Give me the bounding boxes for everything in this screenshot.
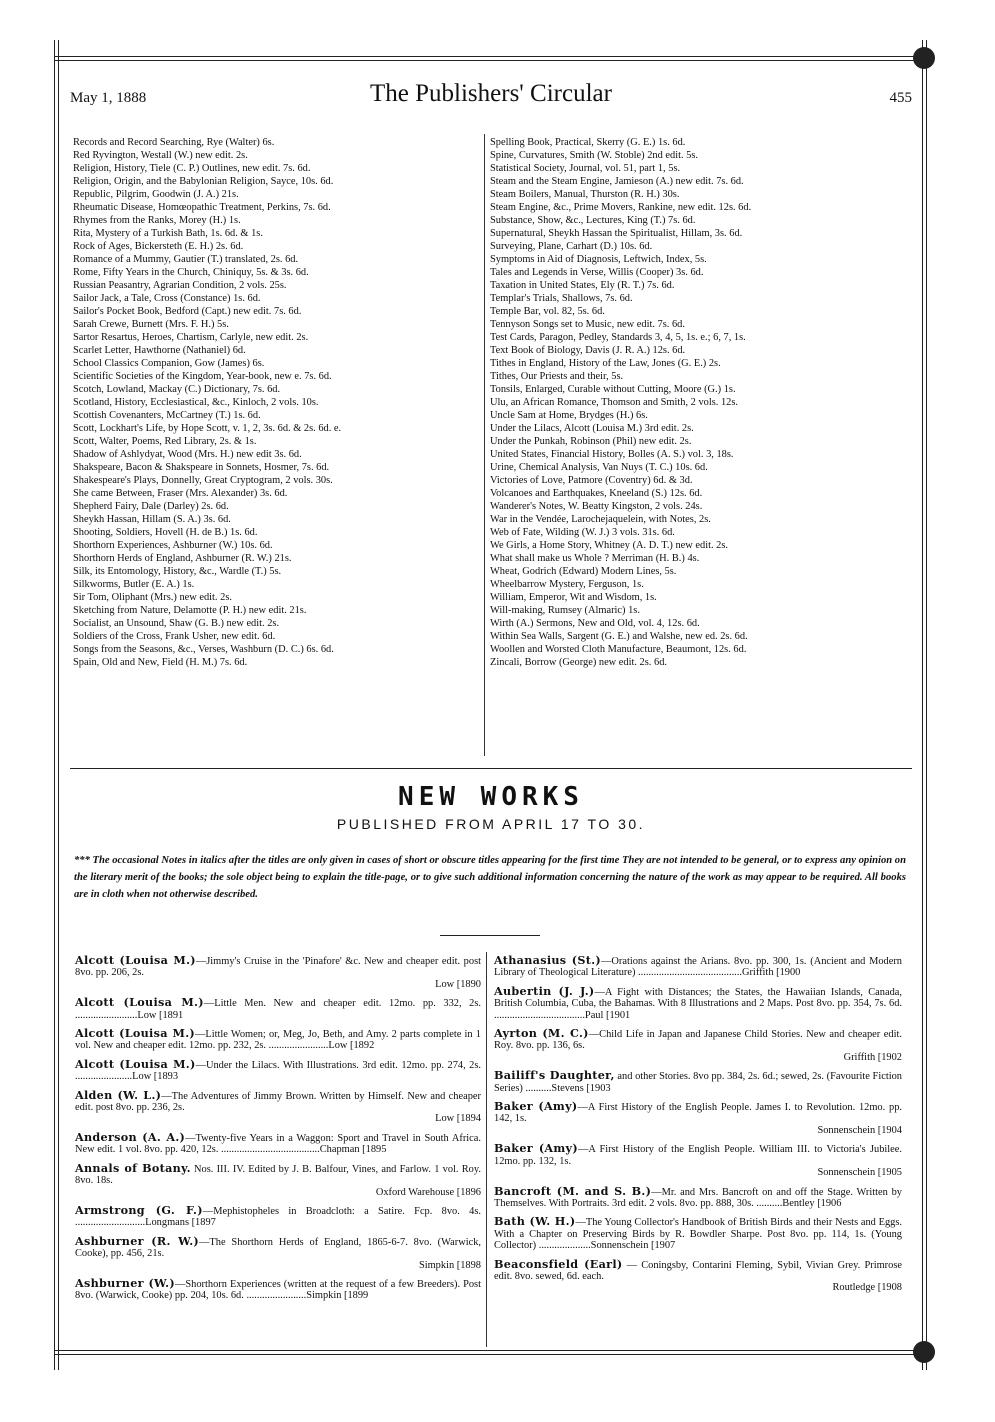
work-author: Beaconsfield (Earl) bbox=[494, 1256, 623, 1271]
work-entry bbox=[75, 1129, 481, 1156]
frame-rule-bottom bbox=[54, 1350, 928, 1351]
work-author: Ashburner (W.) bbox=[75, 1275, 175, 1290]
index-entry: Shorthorn Herds of England, Ashburner (R. W.) 21s. bbox=[73, 553, 292, 564]
work-author: Aubertin (J. J.) bbox=[494, 983, 595, 998]
work-entry bbox=[494, 1256, 902, 1294]
index-entry: She came Between, Fraser (Mrs. Alexander) 3s. 6d. bbox=[73, 488, 288, 499]
subject-index-left-column bbox=[73, 136, 481, 669]
work-author: Alcott (Louisa M.) bbox=[75, 1026, 195, 1041]
index-entry: Scotch, Lowland, Mackay (C.) Dictionary, 7s. 6d. bbox=[73, 384, 281, 395]
work-author: Alcott (Louisa M.) bbox=[75, 1056, 196, 1071]
index-entry: Shooting, Soldiers, Hovell (H. de B.) 1s. 6d. bbox=[73, 527, 258, 538]
work-entry bbox=[75, 1202, 481, 1229]
work-entry bbox=[494, 1143, 902, 1178]
work-description: and other Stories. 8vo pp. 384, 2s. 6d.; sewed, 2s. (Favourite Fiction Series) ..........Stevens [1903 bbox=[494, 1071, 902, 1094]
work-description: —Little Men. New and cheaper edit. 12mo. pp. 332, 2s. ........................Low [1891 bbox=[75, 998, 481, 1021]
work-description: — Coningsby, Contarini Fleming, Sybil, Vivian Grey. Primrose edit. 8vo. sewed, 6d. each. bbox=[494, 1259, 902, 1282]
work-author: Ashburner (R. W.) bbox=[75, 1233, 200, 1248]
index-entry: William, Emperor, Wit and Wisdom, 1s. bbox=[490, 592, 657, 603]
page-number: 455 bbox=[889, 90, 912, 106]
index-entry: Under the Lilacs, Alcott (Louisa M.) 3rd edit. 2s. bbox=[490, 423, 694, 434]
index-entry: Within Sea Walls, Sargent (G. E.) and Walshe, new ed. 2s. 6d. bbox=[490, 631, 748, 642]
index-entry: Scientific Societies of the Kingdom, Year-book, new e. 7s. 6d. bbox=[73, 371, 332, 382]
index-entry: Taxation in United States, Ely (R. T.) 7s. 6d. bbox=[490, 280, 675, 291]
index-entry: Tonsils, Enlarged, Curable without Cutting, Moore (G.) 1s. bbox=[490, 384, 736, 395]
work-description: —Jimmy's Cruise in the 'Pinafore' &c. New and cheaper edit. post 8vo. pp. 206, 2s. bbox=[75, 956, 481, 979]
work-description: —Orations against the Arians. 8vo. pp. 300, 1s. (Ancient and Modern Library of Theological Literature) ........................................Griffith [1900 bbox=[494, 956, 902, 979]
index-entry: Rita, Mystery of a Turkish Bath, 1s. 6d. & 1s. bbox=[73, 228, 263, 239]
work-entry bbox=[75, 955, 481, 990]
index-entry: Songs from the Seasons, &c., Verses, Washburn (D. C.) 6s. 6d. bbox=[73, 644, 334, 655]
index-entry: Romance of a Mummy, Gautier (T.) translated, 2s. 6d. bbox=[73, 254, 299, 265]
index-entry: Scott, Lockhart's Life, by Hope Scott, v. 1, 2, 3s. 6d. & 2s. 6d. e. bbox=[73, 423, 342, 434]
index-entry: Victories of Love, Patmore (Coventry) 6d. & 3d. bbox=[490, 475, 693, 486]
work-description: —The Shorthorn Herds of England, 1865-6-7. 8vo. (Warwick, Cooke), pp. 456, 21s. bbox=[75, 1236, 481, 1260]
index-entry: Religion, History, Tiele (C. P.) Outlines, new edit. 7s. 6d. bbox=[73, 163, 311, 174]
work-publisher: Griffith [1902 bbox=[843, 1051, 902, 1063]
index-entry: Supernatural, Sheykh Hassan the Spiritualist, Hillam, 3s. 6d. bbox=[490, 228, 743, 239]
index-entry: Tithes, Our Priests and their, 5s. bbox=[490, 371, 624, 382]
work-publisher: Sonnenschein [1905 bbox=[817, 1167, 902, 1179]
index-entry: Socialist, an Unsound, Shaw (G. B.) new edit. 2s. bbox=[73, 618, 280, 629]
index-entry: Symptoms in Aid of Diagnosis, Leftwich, Index, 5s. bbox=[490, 254, 707, 265]
new-works-right-column bbox=[494, 955, 902, 1301]
work-description: —A First History of the English People. James I. to Revolution. 12mo. pp. 142, 1s. bbox=[494, 1102, 902, 1125]
column-divider bbox=[486, 952, 487, 1347]
work-author: Alcott (Louisa M.) bbox=[75, 953, 196, 967]
index-entry: Rhymes from the Ranks, Morey (H.) 1s. bbox=[73, 215, 241, 226]
work-entry bbox=[75, 997, 481, 1021]
index-entry: Sartor Resartus, Heroes, Chartism, Carlyle, new edit. 2s. bbox=[73, 332, 309, 343]
work-description: Nos. III. IV. Edited by J. B. Balfour, Vines, and Farlow. 1 vol. Roy. 8vo. 18s. bbox=[75, 1163, 481, 1187]
index-entry: Will-making, Rumsey (Almaric) 1s. bbox=[490, 605, 640, 616]
work-author: Bath (W. H.) bbox=[494, 1214, 576, 1229]
work-description: —The Young Collector's Handbook of British Birds and their Nests and Eggs. With a Chapter on Preserving Birds by R. Bowdler Sharpe. Post 8vo. pp. 114, 1s. (Young Collector) ....................Sonnenschein [1907 bbox=[494, 1217, 902, 1252]
work-publisher: Simpkin [1898 bbox=[418, 1259, 481, 1271]
index-entry: Uncle Sam at Home, Brydges (H.) 6s. bbox=[490, 410, 648, 421]
work-author: Bancroft (M. and S. B.) bbox=[494, 1183, 652, 1198]
index-entry: Rome, Fifty Years in the Church, Chiniquy, 5s. & 3s. 6d. bbox=[73, 267, 309, 278]
index-entry: Urine, Chemical Analysis, Van Nuys (T. C.) 10s. 6d. bbox=[490, 462, 708, 473]
index-entry: Soldiers of the Cross, Frank Usher, new edit. 6d. bbox=[73, 631, 276, 642]
index-entry: Substance, Show, &c., Lectures, King (T.) 7s. 6d. bbox=[490, 215, 696, 226]
index-entry: Text Book of Biology, Davis (J. R. A.) 12s. 6d. bbox=[490, 345, 686, 356]
work-publisher: Oxford Warehouse [1896 bbox=[375, 1186, 481, 1198]
index-entry: Scarlet Letter, Hawthorne (Nathaniel) 6d. bbox=[73, 345, 246, 356]
index-entry: Tennyson Songs set to Music, new edit. 7s. 6d. bbox=[490, 319, 685, 330]
index-entry: Temple Bar, vol. 82, 5s. 6d. bbox=[490, 306, 605, 317]
work-description: —Under the Lilacs. With Illustrations. 3rd edit. 12mo. pp. 274, 2s. ......................Low [1893 bbox=[75, 1059, 481, 1083]
index-entry: Shakspeare, Bacon & Shakspeare in Sonnets, Hosmer, 7s. 6d. bbox=[73, 462, 330, 473]
index-entry: Sir Tom, Oliphant (Mrs.) new edit. 2s. bbox=[73, 592, 232, 603]
index-entry: War in the Vendée, Larochejaquelein, with Notes, 2s. bbox=[490, 514, 711, 525]
work-entry bbox=[494, 1101, 902, 1136]
index-entry: Rock of Ages, Bickersteth (E. H.) 2s. 6d. bbox=[73, 241, 244, 252]
work-author: Annals of Botany. bbox=[75, 1160, 191, 1175]
work-description: —Child Life in Japan and Japanese Child Stories. New and cheaper edit. Roy. 8vo. pp. 136, 6s. bbox=[494, 1029, 902, 1052]
work-entry bbox=[494, 1070, 902, 1094]
work-description: —The Adventures of Jimmy Brown. Written by Himself. New and cheaper edit. post 8vo. pp. 236, 2s. bbox=[75, 1090, 481, 1114]
work-entry bbox=[494, 983, 902, 1021]
index-entry: Statistical Society, Journal, vol. 51, part 1, 5s. bbox=[490, 163, 681, 174]
index-entry: Tales and Legends in Verse, Willis (Cooper) 3s. 6d. bbox=[490, 267, 704, 278]
index-entry: Steam Boilers, Manual, Thurston (R. H.) 30s. bbox=[490, 189, 680, 200]
work-author: Baker (Amy) bbox=[494, 1099, 578, 1114]
frame-rule-right-inner bbox=[926, 40, 927, 1370]
index-entry: Spain, Old and New, Field (H. M.) 7s. 6d. bbox=[73, 657, 248, 668]
frame-rule-bottom-inner bbox=[54, 1354, 928, 1355]
index-entry: Red Ryvington, Westall (W.) new edit. 2s. bbox=[73, 150, 248, 161]
index-entry: Silk, its Entomology, History, &c., Wardle (T.) 5s. bbox=[73, 566, 282, 577]
index-entry: Republic, Pilgrim, Goodwin (J. A.) 21s. bbox=[73, 189, 239, 200]
index-entry: Records and Record Searching, Rye (Walter) 6s. bbox=[73, 137, 275, 148]
index-entry: Web of Fate, Wilding (W. J.) 3 vols. 31s. 6d. bbox=[490, 527, 675, 538]
index-entry: School Classics Companion, Gow (James) 6s. bbox=[73, 358, 265, 369]
index-entry: Silkworms, Butler (E. A.) 1s. bbox=[73, 579, 195, 590]
index-entry: Scotland, History, Ecclesiastical, &c., Kinloch, 2 vols. 10s. bbox=[73, 397, 319, 408]
work-description: —Shorthorn Experiences (written at the request of a few Breeders). Post 8vo. (Warwick, Cooke) pp. 204, 10s. 6d. .......................Simpkin [1899 bbox=[75, 1278, 481, 1302]
work-entry bbox=[75, 1275, 481, 1302]
work-entry bbox=[75, 1087, 481, 1125]
index-entry: Sailor's Pocket Book, Bedford (Capt.) new edit. 7s. 6d. bbox=[73, 306, 302, 317]
work-author: Anderson (A. A.) bbox=[75, 1129, 186, 1144]
frame-rule-left-inner bbox=[58, 40, 59, 1370]
index-entry: Surveying, Plane, Carhart (D.) 10s. 6d. bbox=[490, 241, 653, 252]
index-entry: Wheat, Godrich (Edward) Modern Lines, 5s. bbox=[490, 566, 677, 577]
work-entry bbox=[494, 1216, 902, 1251]
frame-rule-top-inner bbox=[54, 60, 928, 61]
index-entry: Steam Engine, &c., Prime Movers, Rankine, new edit. 12s. 6d. bbox=[490, 202, 752, 213]
work-description: —A Fight with Distances; the States, the Hawaiian Islands, Canada, British Columbia, Cuba, the Bahamas. With 8 Illustrations and 2 Maps. Post 8vo. pp. 354, 7s. 6d. ...................................Paul [1901 bbox=[494, 986, 902, 1021]
work-author: Ayrton (M. C.) bbox=[494, 1026, 589, 1041]
index-entry: United States, Financial History, Bolles (A. S.) vol. 3, 18s. bbox=[490, 449, 734, 460]
index-entry: Volcanoes and Earthquakes, Kneeland (S.) 12s. 6d. bbox=[490, 488, 703, 499]
index-entry: Rheumatic Disease, Homœopathic Treatment, Perkins, 7s. 6d. bbox=[73, 202, 331, 213]
index-entry: Sketching from Nature, Delamotte (P. H.) new edit. 21s. bbox=[73, 605, 307, 616]
section-title: NEW WORKS bbox=[398, 782, 584, 812]
work-entry bbox=[494, 1028, 902, 1063]
index-entry: Scottish Covenanters, McCartney (T.) 1s. 6d. bbox=[73, 410, 261, 421]
index-entry: We Girls, a Home Story, Whitney (A. D. T.) new edit. 2s. bbox=[490, 540, 729, 551]
editorial-note: *** The occasional Notes in italics after the titles are only given in cases of short or obscure titles appearing for the first time They are not intended to be general, or to express any opinion on the literary merit of the books; the sole object being to explain the title-page, or to give such additional information concerning the nature of the work as may appear to be required. All books are in cloth when not otherwise described. bbox=[74, 855, 906, 900]
index-entry: Steam and the Steam Engine, Jamieson (A.) new edit. 7s. 6d. bbox=[490, 176, 744, 187]
index-entry: Shakespeare's Plays, Donnelly, Great Cryptogram, 2 vols. 30s. bbox=[73, 475, 333, 486]
index-entry: Sailor Jack, a Tale, Cross (Constance) 1s. 6d. bbox=[73, 293, 261, 304]
issue-date: May 1, 1888 bbox=[70, 90, 147, 106]
index-entry: Test Cards, Paragon, Pedley, Standards 3, 4, 5, 1s. e.; 6, 7, 1s. bbox=[490, 332, 746, 343]
work-publisher: Low [1894 bbox=[435, 1113, 481, 1125]
work-author: Bailiff's Daughter, bbox=[494, 1068, 615, 1083]
index-entry: Russian Peasantry, Agrarian Condition, 2 vols. 25s. bbox=[73, 280, 287, 291]
section-divider bbox=[70, 768, 912, 769]
index-entry: Religion, Origin, and the Babylonian Religion, Sayce, 10s. 6d. bbox=[73, 176, 334, 187]
index-entry: Shepherd Fairy, Dale (Darley) 2s. 6d. bbox=[73, 501, 229, 512]
page-header bbox=[70, 80, 912, 114]
column-divider bbox=[484, 134, 485, 756]
index-entry: Spelling Book, Practical, Skerry (G. E.) 1s. 6d. bbox=[490, 137, 686, 148]
index-entry: Scott, Walter, Poems, Red Library, 2s. & 1s. bbox=[73, 436, 257, 447]
work-entry bbox=[75, 1028, 481, 1052]
index-entry: Wanderer's Notes, W. Beatty Kingston, 2 vols. 24s. bbox=[490, 501, 703, 512]
work-description: —A First History of the English People. William III. to Victoria's Jubilee. 12mo. pp. 132, 1s. bbox=[494, 1144, 902, 1167]
short-divider bbox=[440, 935, 540, 936]
frame-rule-left bbox=[54, 40, 55, 1370]
work-entry bbox=[494, 1183, 902, 1210]
work-description: —Mr. and Mrs. Bancroft on and off the Stage. Written by Themselves. With Portraits. 3rd edit. 2 vols. 8vo. pp. 888, 30s. ..........Bentley [1906 bbox=[494, 1186, 902, 1209]
work-author: Armstrong (G. F.) bbox=[75, 1202, 203, 1217]
index-entry: Sheykh Hassan, Hillam (S. A.) 3s. 6d. bbox=[73, 514, 231, 525]
work-entry bbox=[75, 1056, 481, 1083]
index-entry: Zincali, Borrow (George) new edit. 2s. 6d. bbox=[490, 657, 667, 668]
index-entry: Shorthorn Experiences, Ashburner (W.) 10s. 6d. bbox=[73, 540, 273, 551]
work-publisher: Routledge [1908 bbox=[832, 1282, 902, 1294]
index-entry: Under the Punkah, Robinson (Phil) new edit. 2s. bbox=[490, 436, 692, 447]
work-author: Alcott (Louisa M.) bbox=[75, 995, 204, 1010]
work-entry bbox=[75, 1233, 481, 1271]
section-subtitle: PUBLISHED FROM APRIL 17 TO 30. bbox=[336, 816, 646, 832]
work-author: Baker (Amy) bbox=[494, 1141, 578, 1156]
index-entry: Wirth (A.) Sermons, New and Old, vol. 4, 12s. 6d. bbox=[490, 618, 700, 629]
work-description: —Mephistopheles in Broadcloth: a Satire. Fcp. 8vo. 4s. ...........................Longmans [1897 bbox=[75, 1205, 481, 1229]
work-publisher: Low [1890 bbox=[435, 978, 481, 990]
frame-rule-top bbox=[54, 56, 928, 57]
index-entry: What shall make us Whole ? Merriman (H. B.) 4s. bbox=[490, 553, 700, 564]
work-author: Alden (W. L.) bbox=[75, 1087, 162, 1102]
index-entry: Shadow of Ashlydyat, Wood (Mrs. H.) new edit 3s. 6d. bbox=[73, 449, 302, 460]
work-description: —Twenty-five Years in a Waggon: Sport and Travel in South Africa. New edit. 1 vol. 8vo. pp. 420, 12s. ......................................Chapman [1895 bbox=[75, 1132, 481, 1156]
work-entry bbox=[494, 955, 902, 979]
work-author: Athanasius (St.) bbox=[494, 953, 601, 967]
work-entry bbox=[75, 1160, 481, 1198]
new-works-left-column bbox=[75, 955, 481, 1309]
index-entry: Woollen and Worsted Cloth Manufacture, Beaumont, 12s. 6d. bbox=[490, 644, 747, 655]
index-entry: Tithes in England, History of the Law, Jones (G. E.) 2s. bbox=[490, 358, 721, 369]
index-entry: Sarah Crewe, Burnett (Mrs. F. H.) 5s. bbox=[73, 319, 229, 330]
subject-index-right-column bbox=[490, 136, 910, 669]
work-publisher: Sonnenschein [1904 bbox=[817, 1124, 902, 1136]
work-description: —Little Women; or, Meg, Jo, Beth, and Amy. 2 parts complete in 1 vol. New and cheaper edit. 12mo. pp. 232, 2s. .......................Low [1892 bbox=[75, 1029, 481, 1052]
frame-rule-right bbox=[922, 40, 923, 1370]
corner-ornament-icon bbox=[913, 1341, 935, 1363]
journal-title: The Publishers' Circular bbox=[370, 80, 612, 107]
index-entry: Ulu, an African Romance, Thomson and Smith, 2 vols. 12s. bbox=[490, 397, 739, 408]
index-entry: Spine, Curvatures, Smith (W. Stoble) 2nd edit. 5s. bbox=[490, 150, 698, 161]
index-entry: Wheelbarrow Mystery, Ferguson, 1s. bbox=[490, 579, 644, 590]
index-entry: Templar's Trials, Shallows, 7s. 6d. bbox=[490, 293, 633, 304]
corner-ornament-icon bbox=[913, 47, 935, 69]
